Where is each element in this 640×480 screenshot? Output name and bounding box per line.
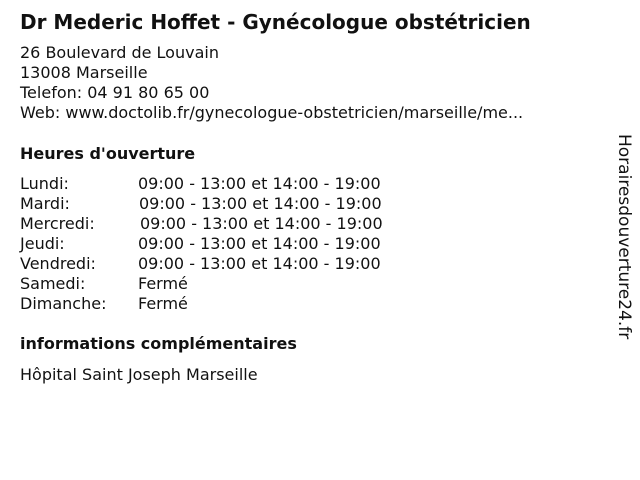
additional-info-text: Hôpital Saint Joseph Marseille bbox=[20, 365, 258, 384]
day-label: Lundi: bbox=[20, 174, 69, 193]
opening-hours-heading: Heures d'ouverture bbox=[20, 144, 196, 163]
watermark-text: Horairesdouverture24.fr bbox=[614, 134, 634, 340]
hours-row-monday bbox=[20, 174, 440, 194]
site-watermark bbox=[612, 134, 636, 372]
opening-hours-table bbox=[20, 174, 440, 314]
day-label: Mercredi: bbox=[20, 214, 95, 233]
address-block bbox=[20, 43, 523, 123]
hours-value: Fermé bbox=[138, 294, 188, 313]
hours-value: 09:00 - 13:00 et 14:00 - 19:00 bbox=[138, 234, 381, 253]
day-label: Mardi: bbox=[20, 194, 70, 213]
city-address: 13008 Marseille bbox=[20, 63, 148, 82]
day-label: Samedi: bbox=[20, 274, 86, 293]
day-label: Vendredi: bbox=[20, 254, 96, 273]
page-title: Dr Mederic Hoffet - Gynécologue obstétricien bbox=[20, 10, 531, 34]
hours-value: 09:00 - 13:00 et 14:00 - 19:00 bbox=[140, 214, 383, 233]
hours-row-tuesday bbox=[20, 194, 440, 214]
hours-row-saturday bbox=[20, 274, 440, 294]
hours-row-thursday bbox=[20, 234, 440, 254]
phone-number: Telefon: 04 91 80 65 00 bbox=[20, 83, 210, 102]
day-label: Jeudi: bbox=[20, 234, 65, 253]
hours-row-sunday bbox=[20, 294, 440, 314]
street-address: 26 Boulevard de Louvain bbox=[20, 43, 219, 62]
website-link: Web: www.doctolib.fr/gynecologue-obstetricien/marseille/me... bbox=[20, 103, 524, 122]
hours-value: Fermé bbox=[138, 274, 188, 293]
hours-value: 09:00 - 13:00 et 14:00 - 19:00 bbox=[138, 174, 381, 193]
additional-info-heading: informations complémentaires bbox=[20, 334, 297, 353]
hours-row-friday bbox=[20, 254, 440, 274]
hours-value: 09:00 - 13:00 et 14:00 - 19:00 bbox=[138, 254, 381, 273]
hours-row-wednesday bbox=[20, 214, 440, 234]
day-label: Dimanche: bbox=[20, 294, 107, 313]
hours-value: 09:00 - 13:00 et 14:00 - 19:00 bbox=[139, 194, 382, 213]
